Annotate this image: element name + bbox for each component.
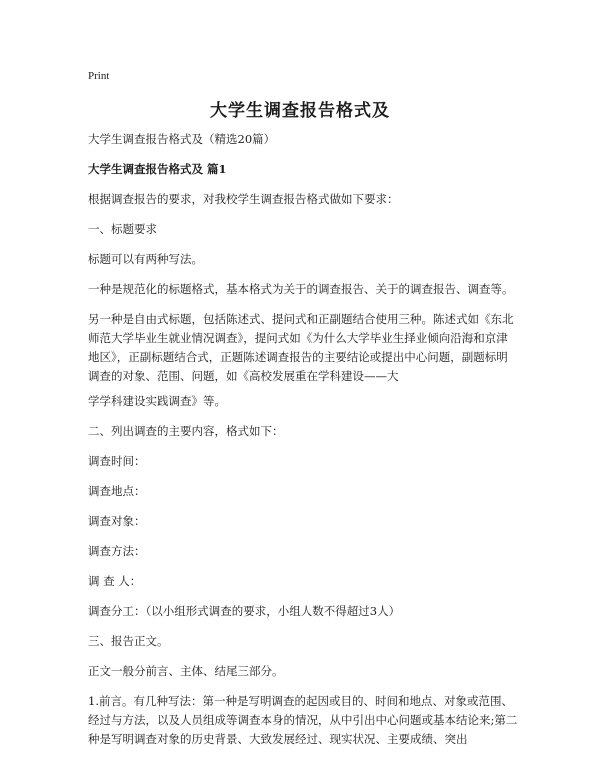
- paragraph: 另一种是自由式标题，包括陈述式、提问式和正副题结合使用三种。陈述式如《东北师范大学毕业生就业情况调查》，提问式如《为什么大学毕业生择业倾向沿海和京津地区》，正副标题结合式，正题陈述调查报告的主要结论或提出中心问题，副题标明调查的对象、范围、问题，如《高校发展重在学科建设——大: [88, 312, 514, 383]
- section-heading: 大学生调查报告格式及 篇1: [88, 162, 227, 176]
- paragraph: 标题可以有两种写法。: [88, 252, 203, 266]
- paragraph: 调查时间：: [88, 454, 146, 468]
- paragraph: 正文一般分前言、主体、结尾三部分。: [88, 664, 284, 678]
- print-label: Print: [88, 70, 110, 82]
- document-title: 大学生调查报告格式及: [210, 101, 390, 121]
- paragraph: 1.前言。有几种写法：第一种是写明调查的起因或目的、时间和地点、对象或范围、经过与方法，以及人员组成等调查本身的情况，从中引出中心问题或基本结论来;第二种是写明调查对象的历史背景、大致发展经过、现实状况、主要成绩、突出: [88, 694, 518, 746]
- document-body: [88, 130, 518, 760]
- paragraph: 调查分工：（以小组形式调查的要求，小组人数不得超过3人）: [88, 604, 401, 618]
- paragraph: 二、列出调查的主要内容，格式如下：: [88, 424, 284, 438]
- paragraph: 三、报告正文。: [88, 634, 169, 648]
- paragraph: 大学生调查报告格式及（精选20篇）: [88, 132, 276, 146]
- paragraph: 一、标题要求: [88, 222, 157, 236]
- paragraph: 调查对象：: [88, 514, 146, 528]
- paragraph: 一种是规范化的标题格式，基本格式为关于的调查报告、关于的调查报告、调查等。: [88, 282, 514, 296]
- paragraph: 学学科建设实践调查》等。: [88, 394, 226, 408]
- paragraph: 调 查 人：: [88, 574, 142, 588]
- paragraph: 调查方法：: [88, 544, 146, 558]
- paragraph: 调查地点：: [88, 484, 146, 498]
- paragraph: 根据调查报告的要求，对我校学生调查报告格式做如下要求：: [88, 192, 399, 206]
